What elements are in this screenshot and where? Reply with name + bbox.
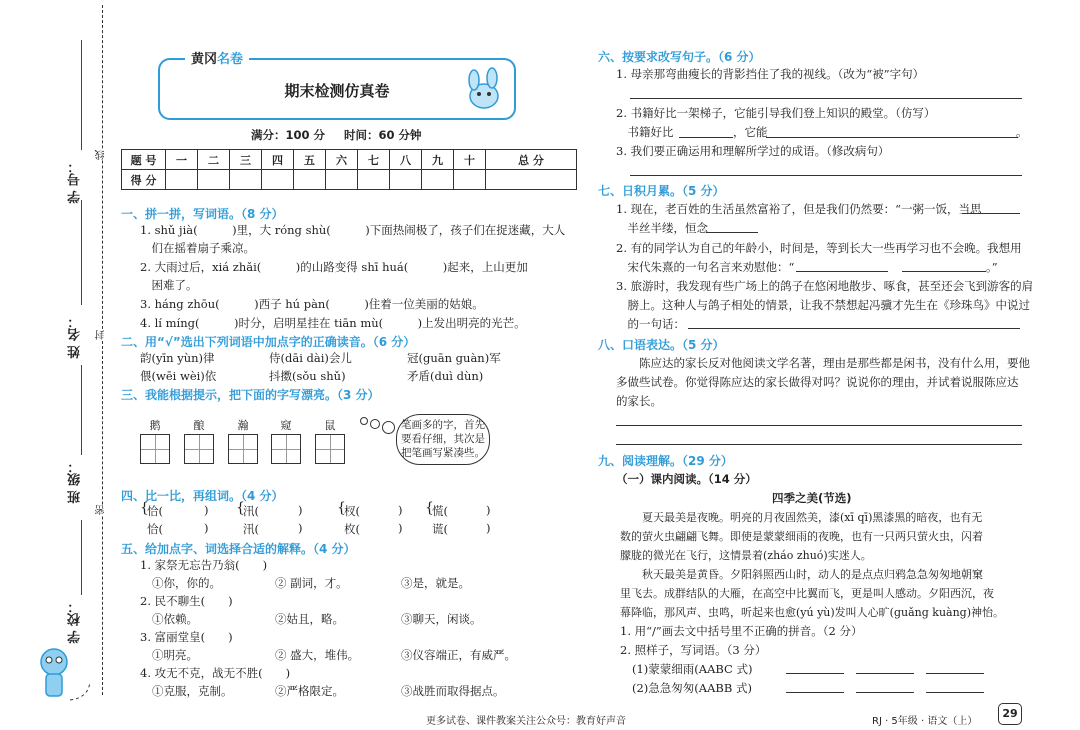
score-col-6: 六 — [326, 150, 358, 170]
s5-option: ③是，就是。 — [401, 576, 470, 590]
section-9-title: 九、阅读理解。（29 分） — [598, 454, 733, 468]
s9-question-2: 2. 照样子，写词语。（3 分） — [620, 643, 767, 657]
s2-item: 偎(wēi wèi)依 — [140, 369, 217, 383]
s1-line: 困难了。 — [140, 278, 198, 292]
s8-line: 陈应达的家长反对他阅读文学名著，理由是那些都是闲书，没有什么用，要他 — [616, 356, 1030, 370]
footer-edition: RJ · 5年级 · 语文（上） — [872, 716, 978, 727]
answer-blank[interactable] — [688, 328, 1020, 329]
answer-blank[interactable] — [679, 137, 733, 138]
score-cell[interactable] — [390, 170, 422, 190]
s4-word: 恰( — [147, 504, 163, 518]
s5-option: ③仪容端正，有威严。 — [401, 648, 516, 662]
score-cell[interactable] — [262, 170, 294, 190]
score-table-header-row — [122, 150, 577, 170]
s6-line: 3. 我们要正确运用和理解所学过的成语。（修改病句） — [616, 144, 890, 158]
score-cell[interactable] — [422, 170, 454, 190]
passage-title: 四季之美(节选) — [772, 491, 852, 505]
grid-char: 酿 — [193, 419, 205, 432]
tip-line: 要看仔细，其次是 — [401, 433, 485, 445]
score-col-9: 九 — [422, 150, 454, 170]
school-blank — [81, 520, 82, 595]
tip-speech-bubble — [396, 414, 490, 465]
tip-line: 把笔画写紧凑些。 — [401, 447, 485, 459]
s7-line: 半丝半缕，恒念 — [616, 221, 708, 235]
s7-line: 1. 现在，老百姓的生活虽然富裕了，但是我们仍然要：“一粥一饭，当思 — [616, 202, 982, 216]
s1-line: 2. 大雨过后，xiá zhǎi( )的山路变得 shī huá( )起来，上山更加 — [140, 260, 528, 274]
section-7-title: 七、日积月累。（5 分） — [598, 184, 725, 198]
s9-question-1: 1. 用“/”画去文中括号里不正确的拼音。（2 分） — [620, 624, 863, 638]
s7-line: 3. 旅游时，我发现有些广场上的鸽子在悠闲地散步、啄食，甚至还会飞到游客的肩 — [616, 279, 1034, 293]
s2-item: 抖擞(sǒu shǔ) — [269, 369, 346, 383]
bubble-dot — [382, 421, 395, 434]
s7-line: 的一句话： — [616, 317, 685, 331]
s4-word: 枚( — [344, 522, 360, 536]
passage-line: 里飞去。成群结队的大雁，在高空中比翼而飞，更是叫人感动。夕阳西沉，夜 — [620, 587, 994, 600]
s5-question: 2. 民不聊生( ) — [140, 594, 233, 608]
s5-option: ②姑且，略。 — [275, 612, 344, 626]
s1-line: 3. háng zhōu( )西子 hú pàn( )住着一位美丽的姑娘。 — [140, 297, 484, 311]
writing-grid-box[interactable] — [228, 434, 258, 464]
score-table-score-row — [122, 170, 577, 190]
cut-dashed-line — [102, 5, 103, 695]
passage-line: 夏天最美是夜晚。明亮的月夜固然美，漆(xī qī)黑漆黑的暗夜，也有无 — [620, 511, 983, 524]
title-banner — [158, 58, 516, 120]
section-2-title: 二、用“√”选出下列词语中加点字的正确读音。（6 分） — [121, 335, 416, 349]
s5-question: 3. 富丽堂皇( ) — [140, 630, 233, 644]
score-cell[interactable] — [166, 170, 198, 190]
s5-option: ③聊天，闲谈。 — [401, 612, 482, 626]
s8-line: 多做些试卷。你觉得陈应达的家长做得对吗？说说你的理由，并试着说服陈应达 — [616, 375, 1019, 389]
grid-char: 窥 — [280, 419, 292, 432]
s1-line: 1. shǔ jià( )里，大 róng shù( )下面热闹极了，孩子们在捉迷藏，大人 — [140, 223, 566, 237]
s1-line: 4. lí míng( )时分，启明星挂在 tiān mù( )上发出明亮的光芒。 — [140, 316, 526, 330]
answer-line[interactable] — [630, 175, 1022, 176]
passage-line: 秋天最美是黄昏。夕阳斜照西山时，动人的是点点归鸦急急匆匆地朝窠 — [620, 568, 983, 581]
s9-subsection: （一）课内阅读。（14 分） — [616, 472, 757, 486]
s8-line: 的家长。 — [616, 394, 662, 408]
class-blank — [81, 365, 82, 455]
s4-word: 谎( — [432, 522, 448, 536]
score-col-5: 五 — [294, 150, 326, 170]
s2-item: 韵(yīn yùn)律 — [140, 351, 215, 365]
name-blank — [81, 200, 82, 305]
brace: { — [140, 500, 149, 516]
section-1-title: 一、拼一拼，写词语。（8 分） — [121, 207, 284, 221]
footer-note: 更多试卷、课件教案关注公众号：教育好声音 — [426, 716, 626, 727]
s4-close: ) — [486, 503, 491, 517]
s6-line: 。 — [1016, 125, 1028, 139]
s5-option: ①依赖。 — [152, 612, 198, 626]
score-col-2: 二 — [198, 150, 230, 170]
exam-time: 时间：60 分钟 — [344, 128, 422, 142]
exam-title: 期末检测仿真卷 — [284, 82, 390, 100]
score-cell[interactable] — [294, 170, 326, 190]
s5-option: ①你，你的。 — [152, 576, 221, 590]
student-id-label: 学 号： — [68, 160, 83, 204]
student-id-blank — [81, 40, 82, 150]
s5-question: 1. 家祭无忘告乃翁( ) — [140, 558, 268, 572]
cut-word-line: 线 — [96, 150, 107, 160]
brace: { — [425, 500, 434, 516]
s7-line: 膀上。这种人与鸽子相处的情景，让我不禁想起冯骥才先生在《珍珠鸟》中说过 — [616, 298, 1030, 312]
s5-option: ①明亮。 — [152, 648, 198, 662]
writing-grid-box[interactable] — [271, 434, 301, 464]
s4-close: ) — [398, 521, 403, 535]
grid-char: 鹅 — [149, 419, 161, 432]
grid-char: 鼠 — [324, 419, 336, 432]
s4-close: ) — [298, 503, 303, 517]
score-cell[interactable] — [230, 170, 262, 190]
s7-line: 。” — [986, 260, 998, 274]
s2-item: 冠(guān guàn)军 — [407, 351, 501, 365]
section-5-title: 五、给加点字、词选择合适的解释。（4 分） — [121, 542, 356, 556]
bubble-dot — [360, 417, 368, 425]
s4-word: 杈( — [344, 504, 360, 518]
s9-q2a: (1)蒙蒙细雨(AABC 式) — [632, 662, 753, 676]
answer-blank[interactable] — [796, 271, 888, 272]
page-number: 29 — [998, 703, 1022, 725]
s4-close: ) — [298, 521, 303, 535]
answer-blank[interactable] — [926, 692, 984, 693]
s9-q2b: (2)急急匆匆(AABB 式) — [632, 681, 752, 695]
score-cell[interactable] — [326, 170, 358, 190]
score-cell[interactable] — [454, 170, 486, 190]
answer-blank[interactable] — [856, 692, 914, 693]
s4-word: 恰( — [147, 522, 163, 536]
name-label: 姓 名： — [68, 315, 83, 359]
score-table — [121, 149, 577, 190]
s5-question: 4. 攻无不克，战无不胜( ) — [140, 666, 291, 680]
dog-mascot-icon — [460, 66, 508, 114]
answer-blank[interactable] — [962, 213, 1020, 214]
s4-word: 汛( — [243, 522, 259, 536]
s6-line: ，它能 — [733, 125, 768, 139]
s6-line: 书籍好比 — [616, 125, 674, 139]
cut-word-seal: 封 — [96, 330, 107, 340]
score-col-10: 十 — [454, 150, 486, 170]
score-row-label: 得 分 — [122, 170, 166, 190]
s5-option: ② 副词，才。 — [275, 576, 348, 590]
score-col-total: 总 分 — [486, 150, 577, 170]
score-col-7: 七 — [358, 150, 390, 170]
score-cell[interactable] — [198, 170, 230, 190]
s4-close: ) — [398, 503, 403, 517]
section-3-title: 三、我能根据提示，把下面的字写漂亮。（3 分） — [121, 388, 380, 402]
school-label: 学 校： — [68, 600, 83, 644]
writing-grid-box[interactable] — [184, 434, 214, 464]
brace: { — [236, 500, 245, 516]
passage-line: 数的萤火虫翩翩飞舞。即使是蒙蒙细雨的夜晚，也有一只两只萤火虫，闪着 — [620, 530, 983, 543]
s2-item: 侍(dāi dài)会儿 — [269, 351, 352, 365]
mascot-pencil-icon — [30, 640, 100, 706]
s4-close: ) — [204, 521, 209, 535]
s6-line: 1. 母亲那弯曲瘦长的背影挡住了我的视线。（改为“被”字句） — [616, 67, 925, 81]
score-col-3: 三 — [230, 150, 262, 170]
full-score: 满分：100 分 — [251, 128, 326, 142]
answer-blank[interactable] — [766, 137, 1018, 138]
brand-logo: 黄冈名卷 — [185, 48, 249, 67]
answer-line[interactable] — [630, 98, 1022, 99]
s2-item: 矛盾(duì dùn) — [407, 369, 484, 383]
s4-word: 慌( — [432, 504, 448, 518]
s5-option: ② 盛大，堆伟。 — [275, 648, 360, 662]
cut-word-secret: 密 — [96, 505, 107, 515]
passage-line: 幕降临，那风声、虫鸣，听起来也愈(yú yù)发叫人心旷(guǎng kuàng)神怡。 — [620, 606, 1004, 619]
answer-blank[interactable] — [856, 673, 914, 674]
s5-option: ③战胜而取得据点。 — [401, 684, 505, 698]
answer-blank[interactable] — [926, 673, 984, 674]
grid-char: 瀚 — [237, 419, 249, 432]
s4-word: 汛( — [243, 504, 259, 518]
answer-blank[interactable] — [706, 232, 758, 233]
s5-option: ②严格限定。 — [275, 684, 344, 698]
s7-line: 宋代朱熹的一句名言来劝慰他：“ — [616, 260, 795, 274]
s5-option: ①克服，克制。 — [152, 684, 233, 698]
brace: { — [337, 500, 346, 516]
answer-blank[interactable] — [902, 271, 986, 272]
tip-line: 笔画多的字，首先 — [401, 419, 485, 431]
section-4-title: 四、比一比，再组词。（4 分） — [121, 489, 284, 503]
answer-blank[interactable] — [786, 673, 844, 674]
answer-line[interactable] — [616, 425, 1022, 426]
score-table-label: 题 号 — [122, 150, 166, 170]
passage-line: 朦胧的微光在飞行，这情景着(zháo zhuó)实迷人。 — [620, 549, 872, 562]
section-8-title: 八、口语表达。（5 分） — [598, 338, 725, 352]
s6-line: 2. 书籍好比一架梯子，它能引导我们登上知识的殿堂。（仿写） — [616, 106, 936, 120]
s7-line: 2. 有的同学认为自己的年龄小，时间是，等到长大一些再学习也不会晚。我想用 — [616, 241, 1022, 255]
class-label: 班 级： — [68, 460, 83, 504]
score-col-8: 八 — [390, 150, 422, 170]
answer-line[interactable] — [616, 444, 1022, 445]
section-6-title: 六、按要求改写句子。（6 分） — [598, 50, 761, 64]
bubble-dot — [370, 419, 380, 429]
s4-close: ) — [204, 503, 209, 517]
s1-line: 们在摇着扇子乘凉。 — [140, 241, 255, 255]
score-col-1: 一 — [166, 150, 198, 170]
score-cell[interactable] — [358, 170, 390, 190]
answer-blank[interactable] — [786, 692, 844, 693]
score-col-4: 四 — [262, 150, 294, 170]
s4-close: ) — [486, 521, 491, 535]
writing-grid-box[interactable] — [140, 434, 170, 464]
score-cell-total[interactable] — [486, 170, 577, 190]
writing-grid-box[interactable] — [315, 434, 345, 464]
